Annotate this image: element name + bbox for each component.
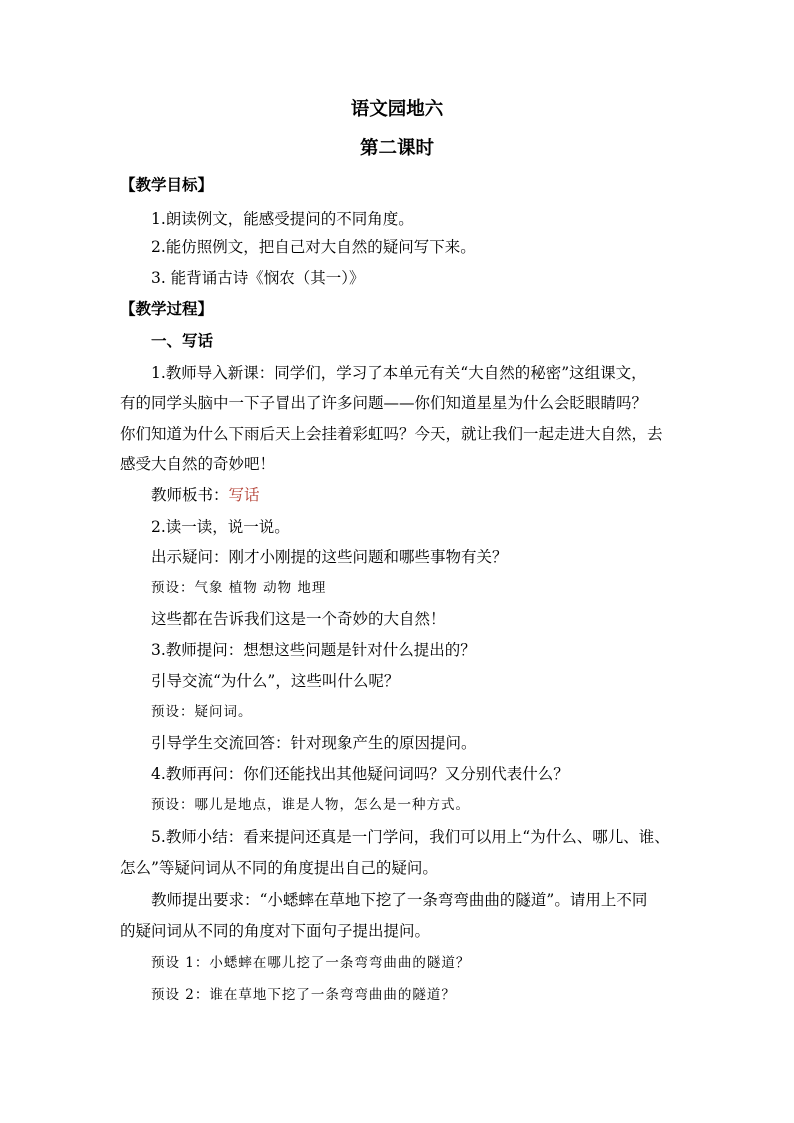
blackboard-label: 教师板书： bbox=[151, 486, 229, 504]
paragraph-line: 3.教师提问：想想这些问题是针对什么提出的？ bbox=[151, 641, 476, 659]
goal-item: 1.朗读例文，能感受提问的不同角度。 bbox=[151, 210, 414, 228]
blackboard-word: 写话 bbox=[228, 486, 260, 504]
process-heading: 【教学过程】 bbox=[120, 299, 214, 318]
preset-line: 预设 2：谁在草地下挖了一条弯弯曲曲的隧道？ bbox=[151, 987, 456, 1003]
preset-line: 预设：气象 植物 动物 地理 bbox=[151, 580, 327, 596]
paragraph-line: 怎么”等疑问词从不同的角度提出自己的疑问。 bbox=[120, 859, 438, 877]
paragraph-line: 引导学生交流回答：针对现象产生的原因提问。 bbox=[151, 734, 477, 752]
preset-line: 预设 1：小蟋蟀在哪儿挖了一条弯弯曲曲的隧道？ bbox=[151, 955, 471, 971]
paragraph-line: 的疑问词从不同的角度对下面句子提出提问。 bbox=[120, 922, 431, 940]
blackboard-line bbox=[151, 484, 260, 506]
document-title: 语文园地六 bbox=[350, 99, 444, 120]
paragraph-line: 有的同学头脑中一下子冒出了许多问题——你们知道星星为什么会眨眼睛吗？ bbox=[120, 394, 648, 412]
paragraph-line: 1.教师导入新课：同学们，学习了本单元有关“大自然的秘密”这组课文， bbox=[151, 364, 647, 382]
paragraph-line: 引导交流“为什么”，这些叫什么呢？ bbox=[151, 672, 400, 690]
part1-heading: 一、写话 bbox=[151, 331, 214, 350]
preset-line: 预设：疑问词。 bbox=[151, 704, 253, 720]
paragraph-line: 出示疑问：刚才小刚提的这些问题和哪些事物有关？ bbox=[151, 548, 508, 566]
paragraph-line: 感受大自然的奇妙吧！ bbox=[120, 455, 276, 473]
paragraph-line: 2.读一读，说一说。 bbox=[151, 518, 290, 536]
paragraph-line: 教师提出要求：“小蟋蟀在草地下挖了一条弯弯曲曲的隧道”。请用上不同 bbox=[151, 891, 648, 909]
paragraph-line: 你们知道为什么下雨后天上会挂着彩虹吗？今天，就让我们一起走进大自然，去 bbox=[120, 425, 663, 443]
paragraph-line: 5.教师小结：看来提问还真是一门学问，我们可以用上“为什么、哪儿、谁、 bbox=[151, 828, 670, 846]
goals-heading: 【教学目标】 bbox=[120, 175, 214, 194]
preset-line: 预设：哪儿是地点，谁是人物，怎么是一种方式。 bbox=[151, 797, 470, 813]
paragraph-line: 4.教师再问：你们还能找出其他疑问词吗？又分别代表什么？ bbox=[151, 765, 569, 783]
goal-item: 3. 能背诵古诗《悯农（其一）》 bbox=[151, 269, 365, 287]
paragraph-line: 这些都在告诉我们这是一个奇妙的大自然！ bbox=[151, 610, 446, 628]
document-subtitle: 第二课时 bbox=[359, 138, 434, 159]
goal-item: 2.能仿照例文，把自己对大自然的疑问写下来。 bbox=[151, 238, 476, 256]
